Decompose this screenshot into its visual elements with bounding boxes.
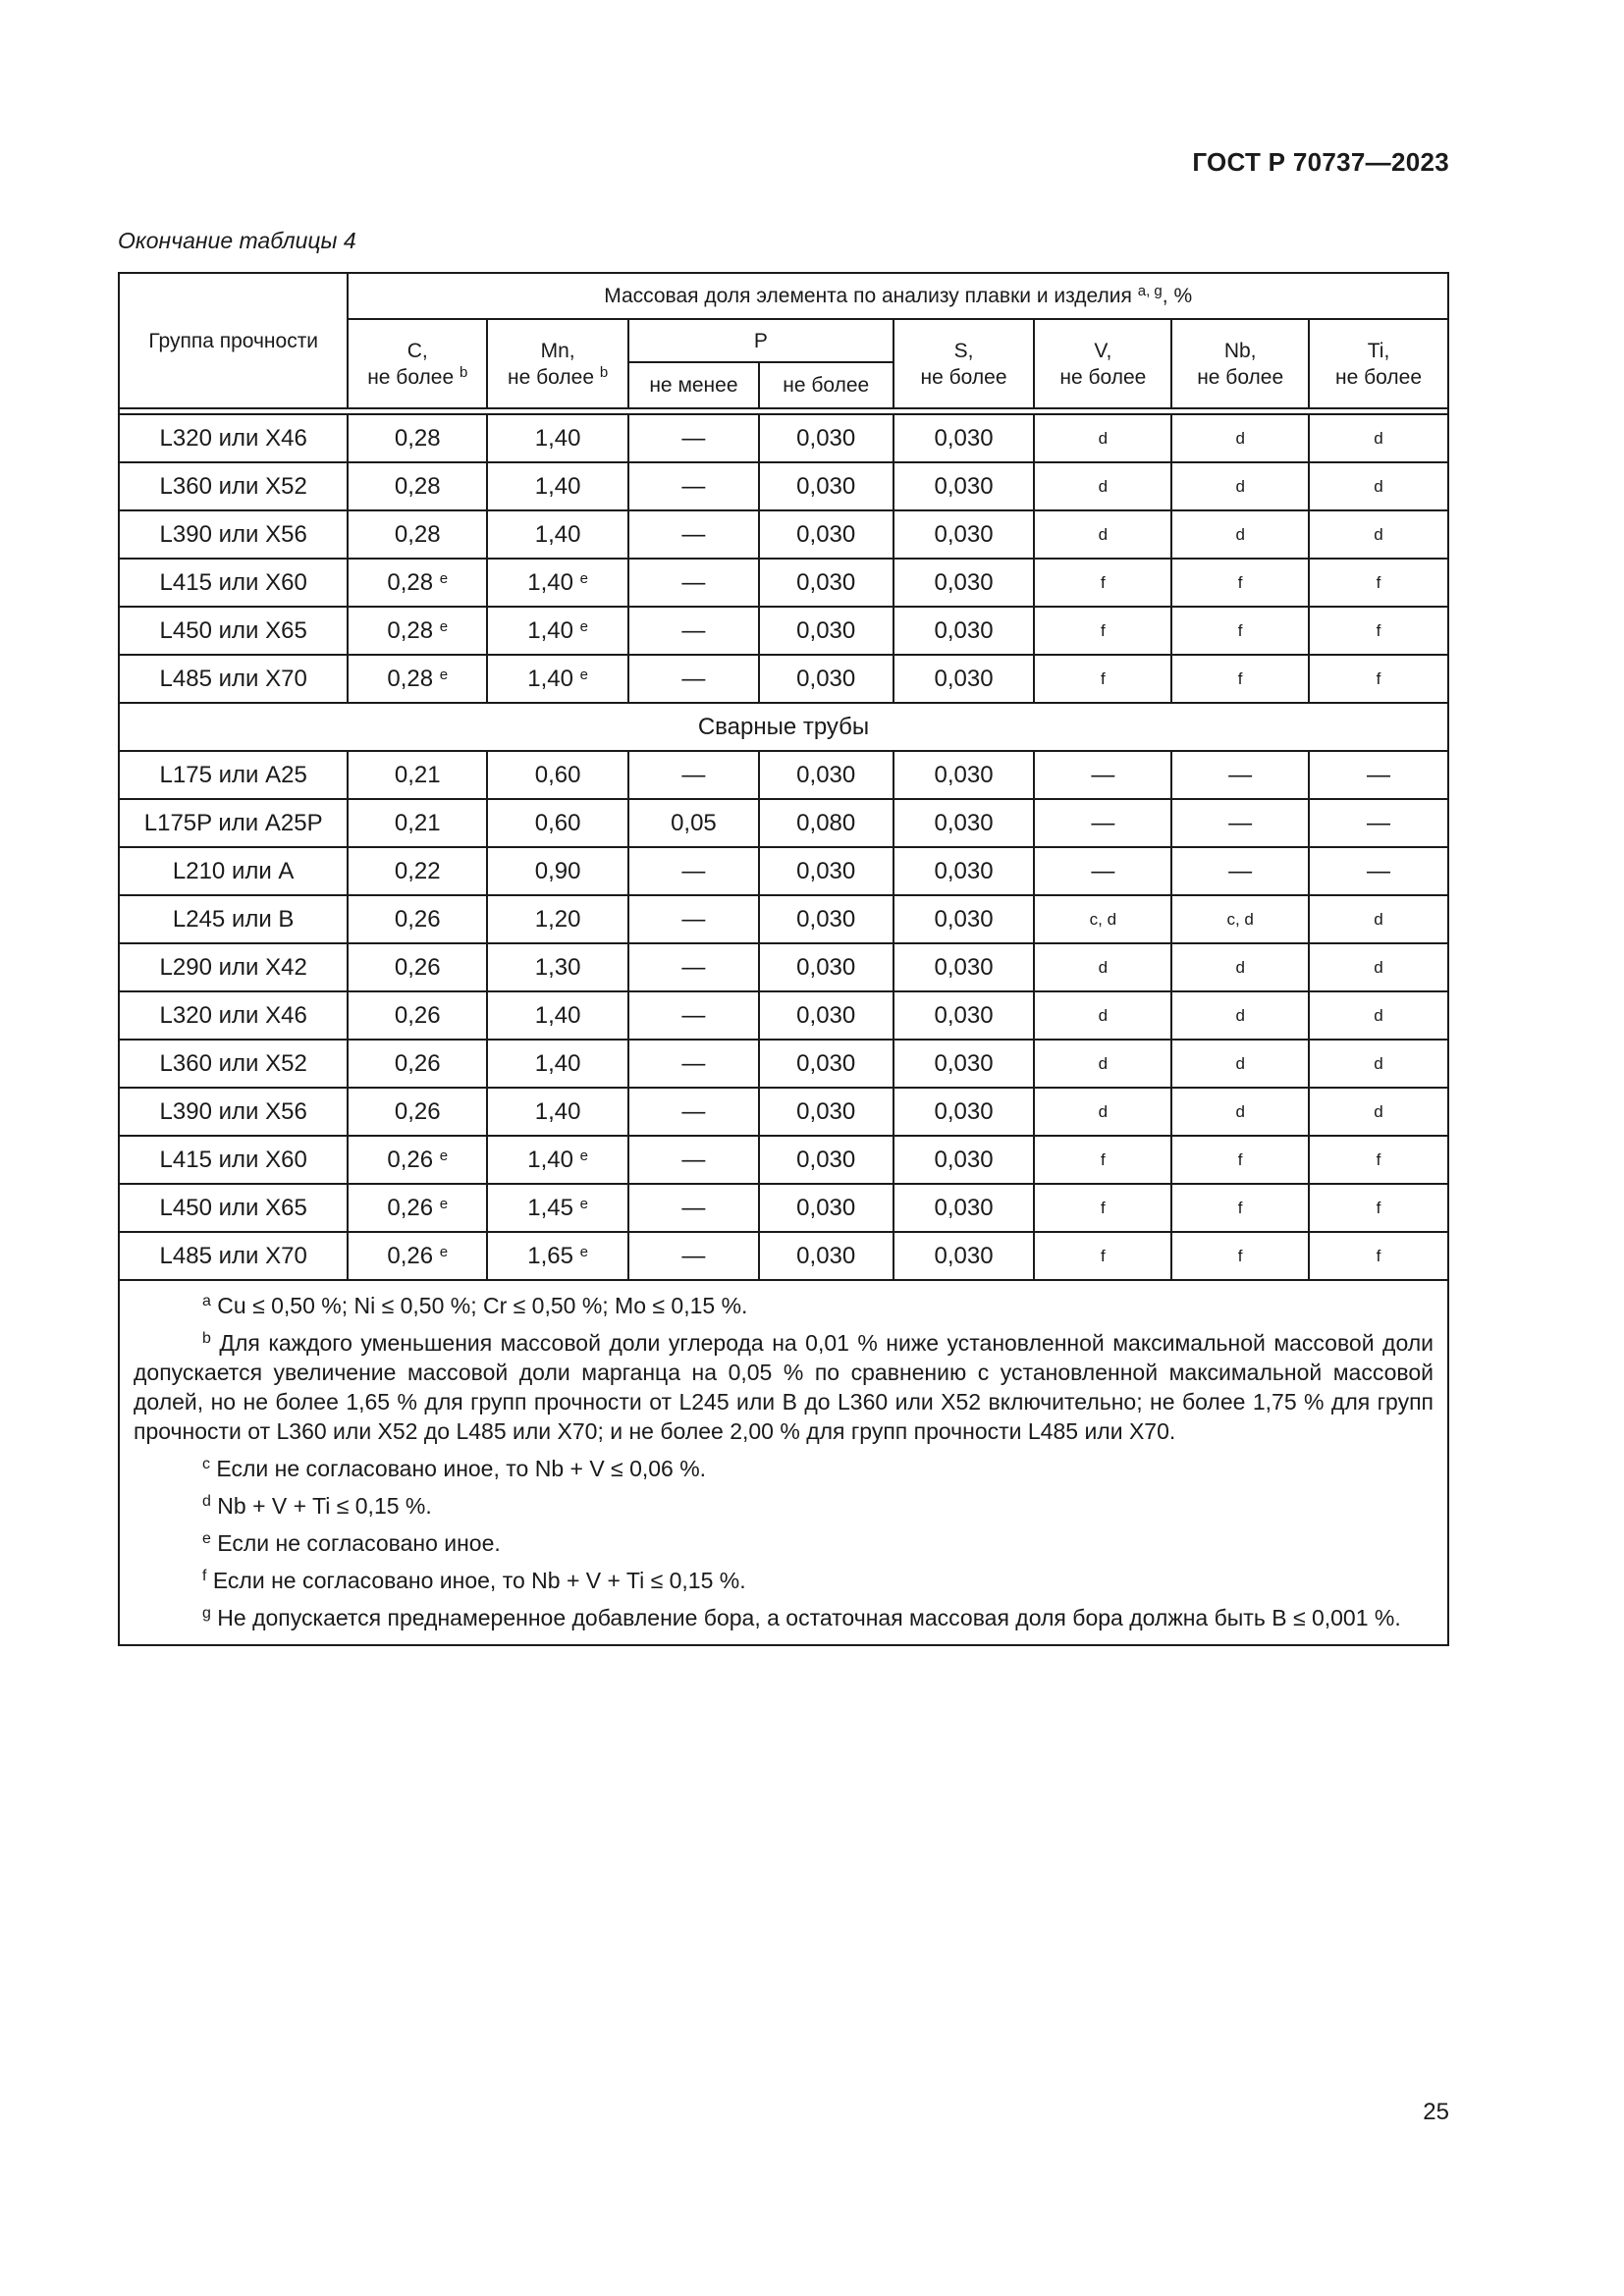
footnotes-cell	[119, 1280, 1448, 1645]
cell-ti: d	[1309, 414, 1448, 462]
cell-mn	[487, 1040, 628, 1088]
cell-c-value: 0,21	[394, 809, 441, 836]
cell-c-value: 0,28	[387, 665, 434, 692]
cell-c-value: 0,22	[394, 857, 441, 884]
footnotes-row	[119, 1280, 1448, 1645]
cell-c	[348, 751, 487, 799]
cell-s: 0,030	[893, 1232, 1035, 1280]
col-c-sup: b	[460, 363, 468, 381]
cell-s: 0,030	[893, 799, 1035, 847]
cell-c-footnote-mark: e	[439, 666, 449, 683]
cell-ti: —	[1309, 847, 1448, 895]
cell-p-min: —	[628, 847, 759, 895]
cell-p-min: —	[628, 559, 759, 607]
cell-p-min: —	[628, 1088, 759, 1136]
cell-p-max: 0,030	[759, 1040, 893, 1088]
cell-p-max: 0,030	[759, 1184, 893, 1232]
cell-nb: f	[1171, 1184, 1309, 1232]
cell-nb: —	[1171, 751, 1309, 799]
cell-p-min: —	[628, 1040, 759, 1088]
cell-p-max: 0,030	[759, 1088, 893, 1136]
cell-p-min: —	[628, 655, 759, 703]
footnote-f	[134, 1566, 1434, 1595]
cell-nb: f	[1171, 655, 1309, 703]
col-s-sub: не более	[920, 365, 1007, 389]
cell-c-footnote-mark: e	[439, 1195, 449, 1212]
footnote-mark: g	[202, 1605, 211, 1622]
cell-ti: d	[1309, 895, 1448, 943]
cell-s: 0,030	[893, 1040, 1035, 1088]
table-row	[119, 751, 1448, 799]
cell-v: f	[1034, 1184, 1171, 1232]
cell-mn-value: 1,65	[527, 1242, 573, 1269]
table-row	[119, 799, 1448, 847]
cell-mn-value: 1,40	[534, 520, 581, 548]
mass-header-text: Массовая доля элемента по анализу плавки и изделия	[604, 285, 1132, 307]
col-v-header	[1034, 319, 1171, 408]
footnote-mark: e	[202, 1530, 211, 1547]
cell-c-value: 0,26	[394, 905, 441, 933]
cell-p-max: 0,030	[759, 414, 893, 462]
table-row	[119, 847, 1448, 895]
cell-mn	[487, 559, 628, 607]
cell-mn-value: 1,20	[534, 905, 581, 933]
cell-mn-value: 1,40	[534, 472, 581, 500]
cell-mn	[487, 991, 628, 1040]
cell-v: d	[1034, 1040, 1171, 1088]
cell-v: d	[1034, 462, 1171, 510]
cell-mn-value: 1,40	[527, 665, 573, 692]
cell-s: 0,030	[893, 1088, 1035, 1136]
cell-group: L485 или Х70	[119, 655, 348, 703]
cell-mn	[487, 1136, 628, 1184]
cell-p-min: —	[628, 895, 759, 943]
cell-mn-value: 1,40	[534, 1001, 581, 1029]
cell-mn	[487, 655, 628, 703]
col-s-header	[893, 319, 1035, 408]
cell-c	[348, 943, 487, 991]
cell-s: 0,030	[893, 462, 1035, 510]
cell-mn-value: 0,60	[534, 761, 581, 788]
cell-nb: —	[1171, 799, 1309, 847]
cell-v: —	[1034, 751, 1171, 799]
cell-nb: d	[1171, 943, 1309, 991]
col-s-name: S,	[953, 339, 974, 362]
cell-mn	[487, 895, 628, 943]
cell-c-value: 0,28	[394, 520, 441, 548]
cell-c	[348, 799, 487, 847]
table-caption: Окончание таблицы 4	[118, 228, 356, 253]
cell-mn	[487, 414, 628, 462]
cell-c-value: 0,26	[394, 1001, 441, 1029]
cell-s: 0,030	[893, 943, 1035, 991]
footnote-mark: f	[202, 1568, 207, 1584]
cell-s: 0,030	[893, 895, 1035, 943]
cell-p-min: —	[628, 943, 759, 991]
cell-group: L245 или В	[119, 895, 348, 943]
col-nb-name: Nb,	[1223, 339, 1257, 362]
cell-s: 0,030	[893, 847, 1035, 895]
cell-p-max: 0,030	[759, 1136, 893, 1184]
cell-ti: d	[1309, 462, 1448, 510]
table-row	[119, 607, 1448, 655]
cell-group: L415 или Х60	[119, 559, 348, 607]
composition-table	[118, 272, 1449, 1646]
col-p-max-header: не более	[759, 362, 893, 408]
cell-p-min: —	[628, 1184, 759, 1232]
cell-ti: d	[1309, 991, 1448, 1040]
cell-group: L360 или Х52	[119, 462, 348, 510]
cell-p-min: —	[628, 1232, 759, 1280]
cell-mn	[487, 751, 628, 799]
cell-mn-value: 1,40	[527, 616, 573, 644]
footnote-text: Nb + V + Ti ≤ 0,15 %.	[217, 1493, 432, 1519]
footnote-c	[134, 1454, 1434, 1483]
cell-nb: d	[1171, 1040, 1309, 1088]
cell-p-max: 0,030	[759, 1232, 893, 1280]
cell-s: 0,030	[893, 414, 1035, 462]
cell-p-max: 0,030	[759, 510, 893, 559]
cell-c	[348, 655, 487, 703]
cell-nb: f	[1171, 1136, 1309, 1184]
footnote-a	[134, 1291, 1434, 1320]
cell-c	[348, 847, 487, 895]
cell-s: 0,030	[893, 991, 1035, 1040]
cell-group: L415 или Х60	[119, 1136, 348, 1184]
cell-c-value: 0,26	[394, 1097, 441, 1125]
cell-p-min: 0,05	[628, 799, 759, 847]
cell-p-min: —	[628, 607, 759, 655]
cell-mn-footnote-mark: e	[579, 666, 588, 683]
cell-v: d	[1034, 1088, 1171, 1136]
footnote-e	[134, 1528, 1434, 1558]
cell-c-footnote-mark: e	[439, 617, 449, 635]
cell-group: L390 или Х56	[119, 1088, 348, 1136]
cell-v: f	[1034, 1136, 1171, 1184]
cell-group: L210 или А	[119, 847, 348, 895]
cell-nb: f	[1171, 559, 1309, 607]
cell-group: L320 или Х46	[119, 991, 348, 1040]
footnote-text: Не допускается преднамеренное добавление бора, а остаточная массовая доля бора должна быть В ≤ 0,001 %.	[217, 1605, 1401, 1630]
cell-p-min: —	[628, 991, 759, 1040]
cell-s: 0,030	[893, 751, 1035, 799]
col-mn-name: Mn,	[540, 339, 575, 362]
cell-c-value: 0,28	[394, 472, 441, 500]
cell-c	[348, 895, 487, 943]
cell-ti: d	[1309, 510, 1448, 559]
cell-v: f	[1034, 559, 1171, 607]
table-row	[119, 1040, 1448, 1088]
mass-header-unit: , %	[1162, 285, 1193, 307]
group-header: Группа прочности	[119, 273, 348, 408]
cell-group: L390 или Х56	[119, 510, 348, 559]
cell-mn-value: 1,45	[527, 1194, 573, 1221]
cell-mn-value: 1,30	[534, 953, 581, 981]
cell-c	[348, 1232, 487, 1280]
cell-ti: d	[1309, 943, 1448, 991]
cell-p-min: —	[628, 1136, 759, 1184]
cell-mn-footnote-mark: e	[579, 1195, 588, 1212]
cell-mn	[487, 943, 628, 991]
cell-c	[348, 1136, 487, 1184]
section-row-welded	[119, 703, 1448, 751]
cell-p-max: 0,080	[759, 799, 893, 847]
col-c-header	[348, 319, 487, 408]
cell-group: L290 или Х42	[119, 943, 348, 991]
table-row	[119, 991, 1448, 1040]
cell-c	[348, 991, 487, 1040]
cell-group: L450 или Х65	[119, 1184, 348, 1232]
cell-mn	[487, 1184, 628, 1232]
table-row	[119, 510, 1448, 559]
col-ti-header	[1309, 319, 1448, 408]
cell-group: L360 или Х52	[119, 1040, 348, 1088]
cell-ti: f	[1309, 1136, 1448, 1184]
cell-p-max: 0,030	[759, 943, 893, 991]
cell-mn-value: 1,40	[527, 1146, 573, 1173]
table-row	[119, 1088, 1448, 1136]
cell-ti: —	[1309, 751, 1448, 799]
cell-s: 0,030	[893, 607, 1035, 655]
cell-ti: f	[1309, 559, 1448, 607]
cell-nb: d	[1171, 462, 1309, 510]
footnote-mark: c	[202, 1456, 210, 1472]
cell-nb: d	[1171, 510, 1309, 559]
cell-ti: d	[1309, 1040, 1448, 1088]
footnote-b	[134, 1328, 1434, 1446]
cell-ti: f	[1309, 655, 1448, 703]
cell-mn-value: 1,40	[534, 424, 581, 452]
cell-c-value: 0,21	[394, 761, 441, 788]
cell-mn-value: 0,90	[534, 857, 581, 884]
cell-group: L320 или Х46	[119, 414, 348, 462]
cell-v: f	[1034, 1232, 1171, 1280]
cell-mn	[487, 510, 628, 559]
col-ti-sub: не более	[1335, 365, 1423, 389]
col-v-sub: не более	[1059, 365, 1147, 389]
cell-mn	[487, 462, 628, 510]
cell-c-footnote-mark: e	[439, 1243, 449, 1260]
cell-mn-value: 1,40	[534, 1049, 581, 1077]
table-row	[119, 1232, 1448, 1280]
cell-p-max: 0,030	[759, 751, 893, 799]
cell-c	[348, 1088, 487, 1136]
cell-mn	[487, 799, 628, 847]
cell-c	[348, 607, 487, 655]
mass-header-sup: a, g	[1137, 283, 1163, 299]
cell-c-value: 0,26	[387, 1242, 434, 1269]
table-row	[119, 655, 1448, 703]
cell-ti: f	[1309, 1184, 1448, 1232]
cell-c	[348, 1184, 487, 1232]
cell-p-min: —	[628, 751, 759, 799]
table-row	[119, 414, 1448, 462]
cell-p-max: 0,030	[759, 655, 893, 703]
cell-c-value: 0,26	[394, 953, 441, 981]
cell-nb: d	[1171, 1088, 1309, 1136]
document-code: ГОСТ Р 70737—2023	[1192, 147, 1449, 177]
cell-c	[348, 414, 487, 462]
section-title: Сварные трубы	[119, 703, 1448, 751]
col-c-name: С,	[406, 339, 428, 362]
cell-v: d	[1034, 510, 1171, 559]
cell-nb: f	[1171, 1232, 1309, 1280]
cell-nb: d	[1171, 991, 1309, 1040]
cell-c	[348, 559, 487, 607]
cell-group: L485 или Х70	[119, 1232, 348, 1280]
cell-s: 0,030	[893, 1184, 1035, 1232]
cell-mn-footnote-mark: e	[579, 617, 588, 635]
cell-c-footnote-mark: e	[439, 569, 449, 587]
cell-v: d	[1034, 991, 1171, 1040]
cell-mn-value: 1,40	[527, 568, 573, 596]
cell-s: 0,030	[893, 1136, 1035, 1184]
cell-nb: f	[1171, 607, 1309, 655]
footnote-mark: b	[202, 1330, 211, 1347]
cell-c-value: 0,28	[387, 616, 434, 644]
table-row	[119, 1184, 1448, 1232]
cell-s: 0,030	[893, 655, 1035, 703]
col-ti-name: Ti,	[1367, 339, 1390, 362]
cell-mn	[487, 607, 628, 655]
cell-s: 0,030	[893, 559, 1035, 607]
mass-fraction-header	[348, 273, 1448, 319]
cell-mn-footnote-mark: e	[579, 1243, 588, 1260]
cell-ti: d	[1309, 1088, 1448, 1136]
cell-v: d	[1034, 943, 1171, 991]
cell-p-max: 0,030	[759, 607, 893, 655]
cell-group: L175 или А25	[119, 751, 348, 799]
cell-mn	[487, 847, 628, 895]
cell-c	[348, 1040, 487, 1088]
cell-s: 0,030	[893, 510, 1035, 559]
table-row	[119, 559, 1448, 607]
footnote-text: Если не согласовано иное, то Nb + V ≤ 0,06 %.	[216, 1456, 707, 1481]
col-nb-sub: не более	[1197, 365, 1284, 389]
cell-mn	[487, 1088, 628, 1136]
cell-p-min: —	[628, 462, 759, 510]
cell-p-max: 0,030	[759, 462, 893, 510]
footnote-text: Для каждого уменьшения массовой доли углерода на 0,01 % ниже установленной максимальной массовой доли допускается увеличение массовой доли марганца на 0,05 % по сравнению с установленной максимальной массовой долей, но не более 1,65 % для групп прочности от L245 или В до L360 или Х52 включительно; не более 1,75 % для групп прочности от L360 или Х52 до L485 или Х70; и не более 2,00 % для групп прочности L485 или Х70.	[134, 1330, 1435, 1444]
cell-v: c, d	[1034, 895, 1171, 943]
cell-nb: —	[1171, 847, 1309, 895]
cell-mn-footnote-mark: e	[579, 1147, 588, 1164]
col-mn-sup: b	[599, 363, 609, 381]
cell-p-max: 0,030	[759, 847, 893, 895]
cell-mn-footnote-mark: e	[579, 569, 588, 587]
cell-p-max: 0,030	[759, 991, 893, 1040]
footnote-mark: d	[202, 1493, 211, 1510]
cell-p-min: —	[628, 510, 759, 559]
cell-v: f	[1034, 607, 1171, 655]
cell-c-footnote-mark: e	[439, 1147, 449, 1164]
footnote-mark: a	[202, 1293, 211, 1309]
cell-ti: f	[1309, 607, 1448, 655]
cell-c-value: 0,26	[387, 1146, 434, 1173]
cell-c-value: 0,28	[394, 424, 441, 452]
cell-p-max: 0,030	[759, 559, 893, 607]
table-row	[119, 462, 1448, 510]
col-p-min-header: не менее	[628, 362, 759, 408]
col-nb-header	[1171, 319, 1309, 408]
cell-mn	[487, 1232, 628, 1280]
footnote-g	[134, 1603, 1434, 1632]
cell-v: —	[1034, 799, 1171, 847]
cell-mn-value: 1,40	[534, 1097, 581, 1125]
page-number: 25	[1423, 2099, 1449, 2125]
cell-c-value: 0,28	[387, 568, 434, 596]
table-body	[119, 408, 1448, 1645]
cell-c	[348, 510, 487, 559]
cell-nb: d	[1171, 414, 1309, 462]
cell-ti: f	[1309, 1232, 1448, 1280]
col-p-header: P	[628, 319, 893, 362]
cell-v: f	[1034, 655, 1171, 703]
footnote-d	[134, 1491, 1434, 1521]
table-row	[119, 1136, 1448, 1184]
cell-nb: c, d	[1171, 895, 1309, 943]
table-row	[119, 943, 1448, 991]
cell-c-value: 0,26	[394, 1049, 441, 1077]
cell-c	[348, 462, 487, 510]
cell-v: d	[1034, 414, 1171, 462]
cell-v: —	[1034, 847, 1171, 895]
cell-p-min: —	[628, 414, 759, 462]
col-c-sub: не более	[367, 365, 455, 389]
footnote-text: Если не согласовано иное.	[217, 1530, 501, 1556]
col-mn-sub: не более	[508, 365, 594, 389]
table-row	[119, 895, 1448, 943]
cell-mn-value: 0,60	[534, 809, 581, 836]
cell-group: L175P или А25Р	[119, 799, 348, 847]
cell-p-max: 0,030	[759, 895, 893, 943]
cell-group: L450 или Х65	[119, 607, 348, 655]
footnote-text: Если не согласовано иное, то Nb + V + Ti ≤ 0,15 %.	[212, 1568, 746, 1593]
cell-c-value: 0,26	[387, 1194, 434, 1221]
cell-ti: —	[1309, 799, 1448, 847]
footnote-text: Cu ≤ 0,50 %; Ni ≤ 0,50 %; Cr ≤ 0,50 %; Mo ≤ 0,15 %.	[217, 1293, 748, 1318]
col-mn-header	[487, 319, 628, 408]
col-v-name: V,	[1094, 339, 1112, 362]
